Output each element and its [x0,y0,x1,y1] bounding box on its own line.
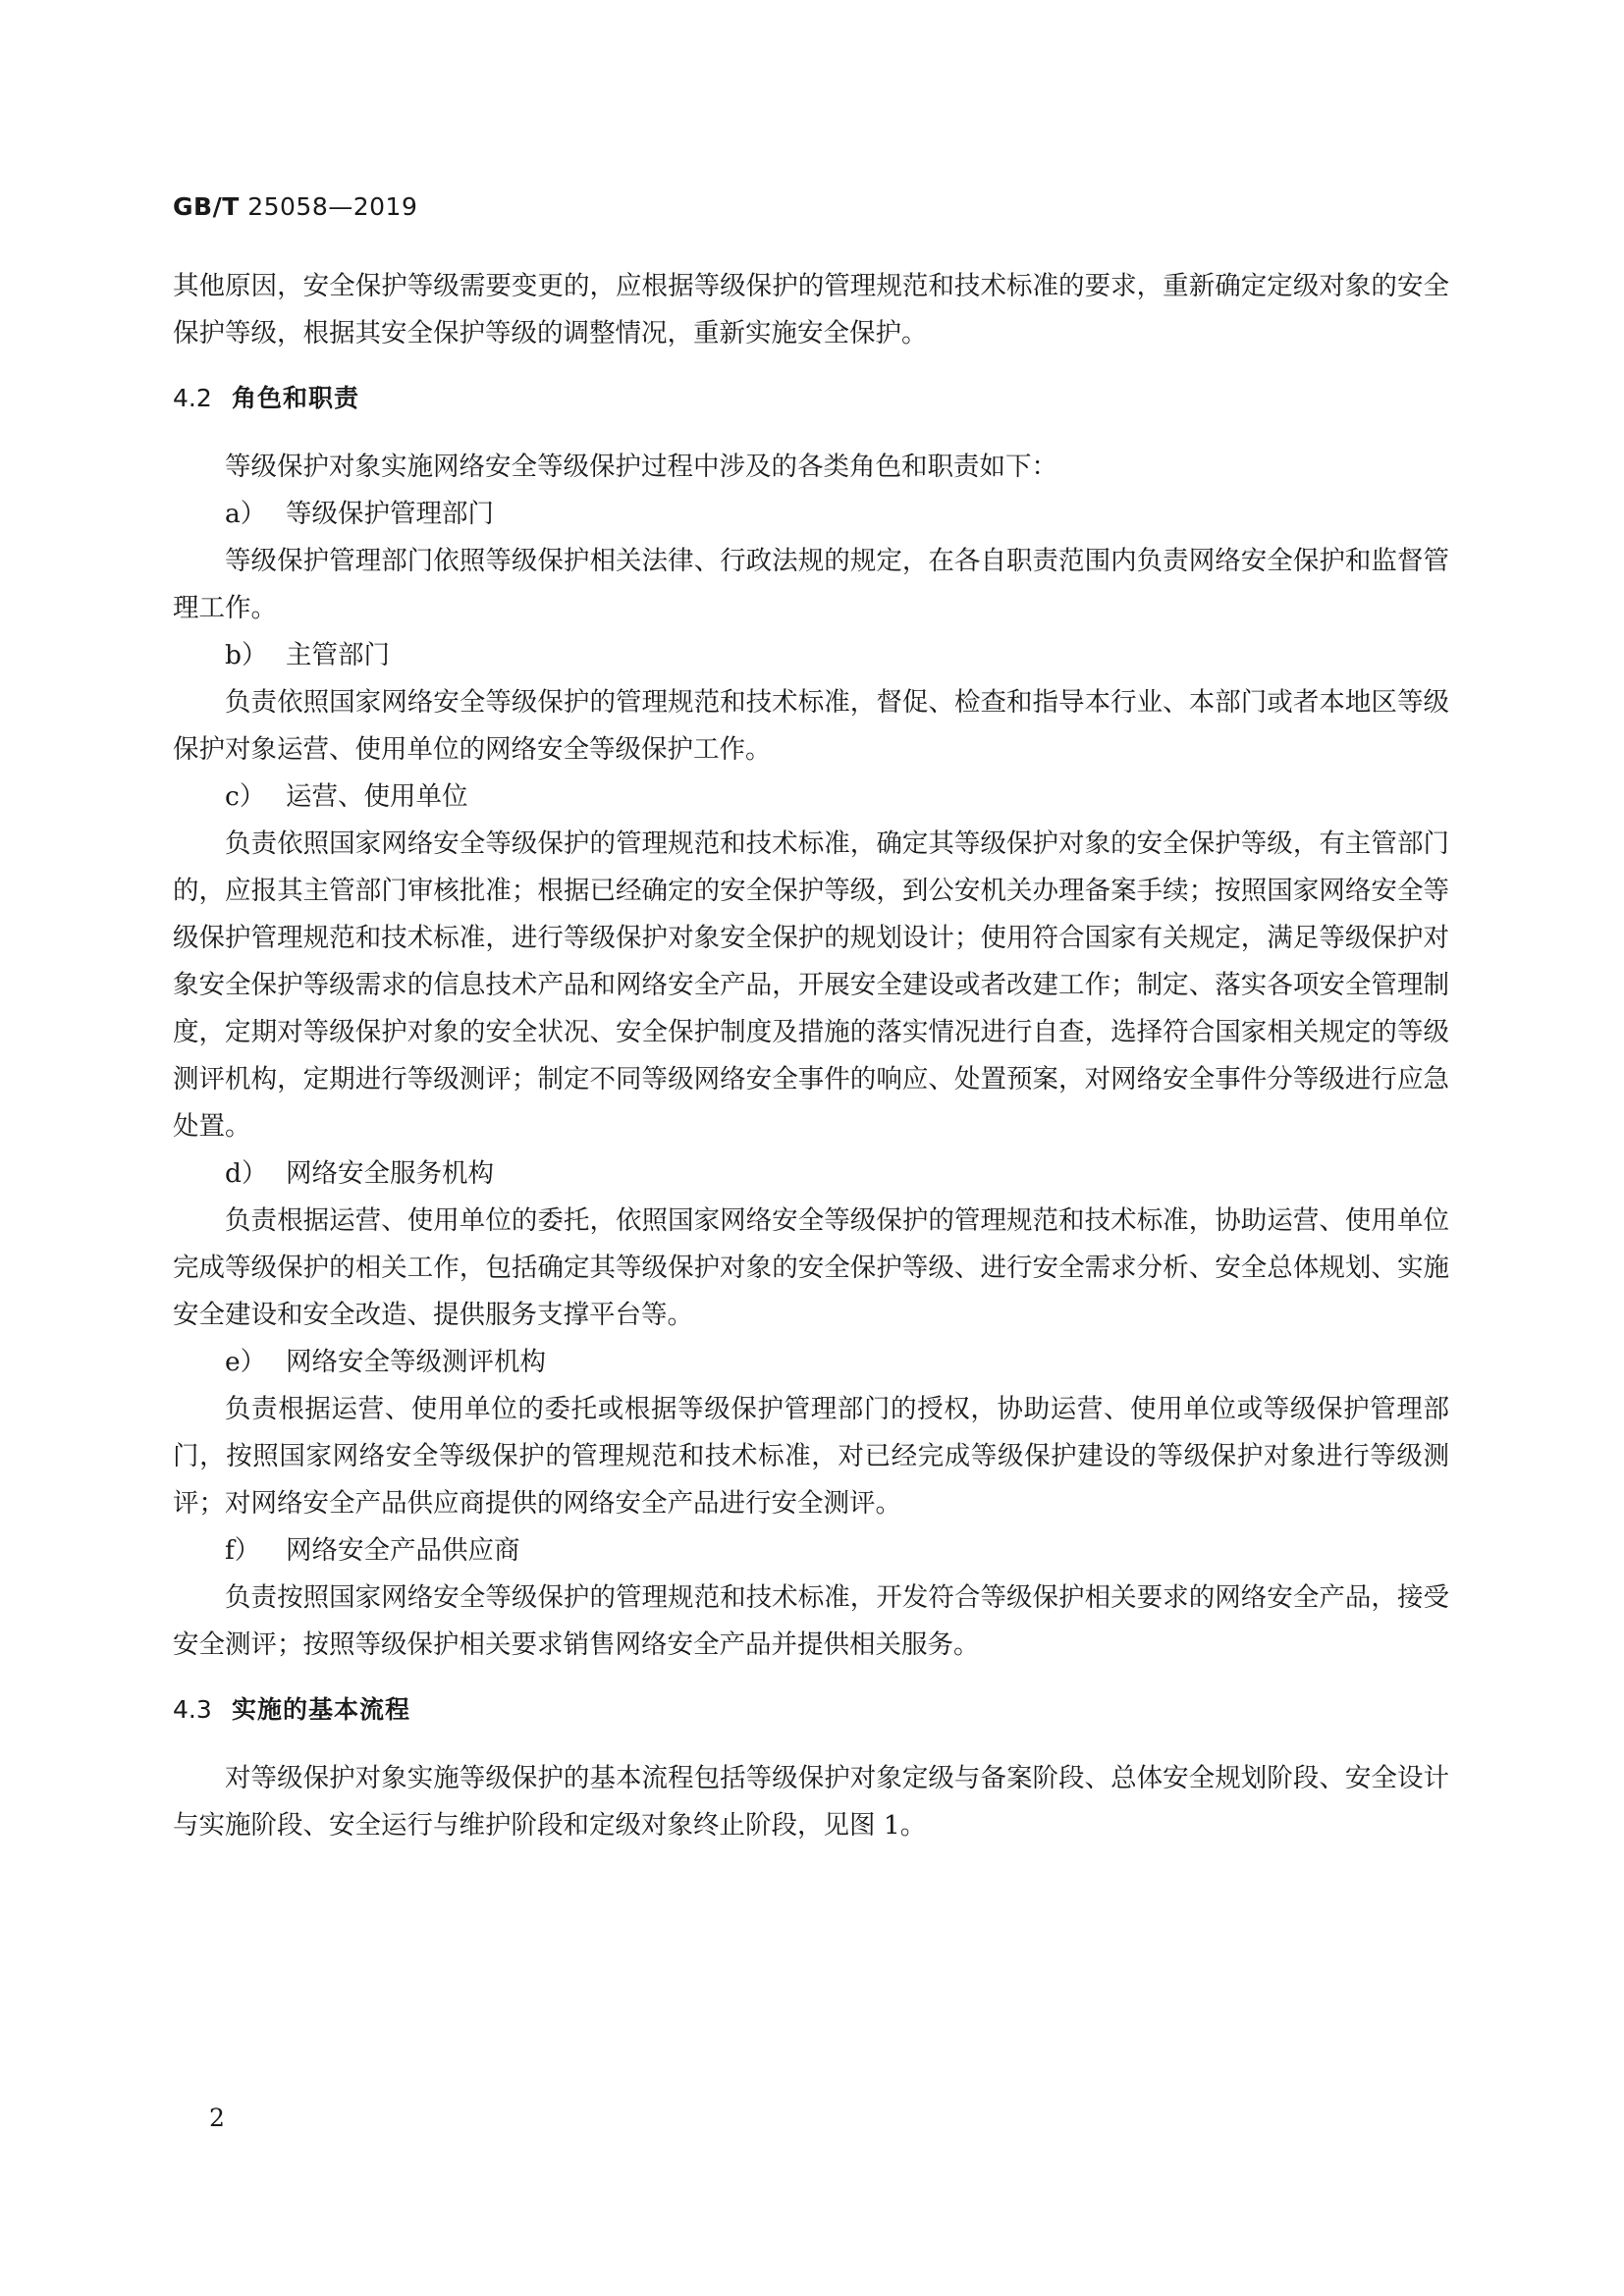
list-item-a [173,491,1449,538]
section-number: 4.2 [173,384,212,412]
section-heading-4-3 [173,1686,1449,1734]
item-label: a） [225,499,267,529]
section-title: 实施的基本流程 [232,1695,411,1724]
item-label: b） [225,640,268,670]
list-item-e [173,1339,1449,1386]
list-item-b [173,632,1449,679]
item-label: c） [225,781,266,812]
item-label: e） [225,1347,267,1377]
item-title: 网络安全服务机构 [286,1158,494,1189]
section-4-3-paragraph: 对等级保护对象实施等级保护的基本流程包括等级保护对象定级与备案阶段、总体安全规划阶段、安全设计与实施阶段、安全运行与维护阶段和定级对象终止阶段，见图 1。 [173,1763,1449,1841]
list-item-f [173,1527,1449,1575]
item-description: 负责根据运营、使用单位的委托或根据等级保护管理部门的授权，协助运营、使用单位或等级保护管理部门，按照国家网络安全等级保护的管理规范和技术标准，对已经完成等级保护建设的等级保护对象进行等级测评；对网络安全产品供应商提供的网络安全产品进行安全测评。 [173,1394,1449,1519]
item-label: f） [225,1535,261,1566]
item-description: 负责根据运营、使用单位的委托，依照国家网络安全等级保护的管理规范和技术标准，协助运营、使用单位完成等级保护的相关工作，包括确定其等级保护对象的安全保护等级、进行安全需求分析、安全总体规划、实施安全建设和安全改造、提供服务支撑平台等。 [173,1205,1449,1330]
item-description: 等级保护管理部门依照等级保护相关法律、行政法规的规定，在各自职责范围内负责网络安全保护和监督管理工作。 [173,546,1449,623]
section-heading-4-2 [173,375,1449,422]
standard-header [173,192,417,221]
item-title: 主管部门 [286,640,390,670]
item-description: 负责依照国家网络安全等级保护的管理规范和技术标准，督促、检查和指导本行业、本部门或者本地区等级保护对象运营、使用单位的网络安全等级保护工作。 [173,687,1449,765]
section-title: 角色和职责 [232,384,360,412]
section-lead: 等级保护对象实施网络安全等级保护过程中涉及的各类角色和职责如下： [225,452,1057,482]
item-label: d） [225,1158,268,1189]
section-number: 4.3 [173,1695,212,1724]
item-title: 网络安全产品供应商 [286,1535,520,1566]
item-description: 负责按照国家网络安全等级保护的管理规范和技术标准，开发符合等级保护相关要求的网络安全产品，接受安全测评；按照等级保护相关要求销售网络安全产品并提供相关服务。 [173,1582,1449,1660]
document-body [173,263,1449,1849]
standard-number: 25058—2019 [247,192,418,221]
intro-paragraph: 其他原因，安全保护等级需要变更的，应根据等级保护的管理规范和技术标准的要求，重新确定定级对象的安全保护等级，根据其安全保护等级的调整情况，重新实施安全保护。 [173,271,1449,348]
list-item-d [173,1150,1449,1198]
item-title: 网络安全等级测评机构 [286,1347,546,1377]
item-description: 负责依照国家网络安全等级保护的管理规范和技术标准，确定其等级保护对象的安全保护等级，有主管部门的，应报其主管部门审核批准；根据已经确定的安全保护等级，到公安机关办理备案手续；按照国家网络安全等级保护管理规范和技术标准，进行等级保护对象安全保护的规划设计；使用符合国家有关规定，满足等级保护对象安全保护等级需求的信息技术产品和网络安全产品，开展安全建设或者改建工作；制定、落实各项安全管理制度，定期对等级保护对象的安全状况、安全保护制度及措施的落实情况进行自查，选择符合国家相关规定的等级测评机构，定期进行等级测评；制定不同等级网络安全事件的响应、处置预案，对网络安全事件分等级进行应急处置。 [173,828,1449,1142]
item-title: 等级保护管理部门 [286,499,494,529]
page-number: 2 [209,2104,225,2132]
standard-code: GB/T [173,192,240,221]
list-item-c [173,774,1449,821]
item-title: 运营、使用单位 [286,781,468,812]
